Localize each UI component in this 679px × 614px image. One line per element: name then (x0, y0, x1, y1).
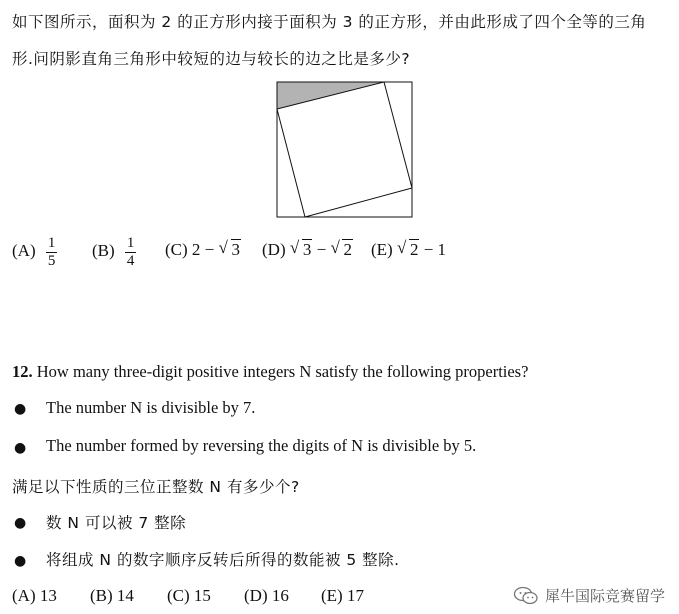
choice-a-fraction (46, 235, 58, 269)
bullet-zh-2: 将组成 N 的数字顺序反转后所得的数能被 5 整除. (46, 551, 400, 569)
p12-choice-a: (A) 13 (12, 586, 57, 605)
choice-b (92, 235, 136, 269)
choice-c-prefix: 2 − (191, 240, 219, 259)
choice-e-radicand: 2 (409, 240, 419, 259)
bullet-marker: ● (14, 440, 27, 456)
choice-b-numerator: 1 (126, 235, 135, 251)
problem12-number: 12. (12, 362, 33, 381)
p12-choice-b: (B) 14 (90, 586, 134, 605)
choice-a-label: (A) (12, 240, 36, 260)
p12-choice-d: (D) 16 (244, 586, 289, 605)
bullet-en-2: The number formed by reversing the digits of N is divisible by 5. (46, 436, 477, 455)
problem12-question-en (12, 362, 528, 382)
bullet-marker: ● (14, 401, 27, 417)
choice-a-numerator: 1 (47, 235, 56, 251)
choice-b-denominator: 4 (126, 252, 135, 269)
bullet-marker: ● (14, 515, 27, 531)
choice-a-denominator: 5 (47, 252, 56, 269)
choice-d-label: (D) (262, 240, 286, 259)
p12-choice-e: (E) 17 (321, 586, 364, 605)
problem11-text-line1: 如下图所示，面积为 2 的正方形内接于面积为 3 的正方形，并由此形成了四个全等的三角 (12, 13, 647, 31)
choice-c-radical: √ 3 (218, 238, 241, 259)
bullet-zh-1: 数 N 可以被 7 整除 (46, 514, 187, 532)
inscribed-squares-diagram (276, 81, 414, 219)
watermark-text: 犀牛国际竞赛留学 (544, 587, 665, 605)
choice-e-label: (E) (371, 240, 393, 259)
choice-c-radicand: 3 (231, 240, 241, 259)
p12-choice-c: (C) 15 (167, 586, 211, 605)
watermark (513, 585, 665, 606)
problem12-question-zh: 满足以下性质的三位正整数 N 有多少个? (12, 478, 300, 496)
choice-d-radicand-1: 3 (302, 240, 312, 259)
choice-d (262, 240, 353, 260)
choice-e-suffix: − 1 (419, 240, 447, 259)
choice-b-label: (B) (92, 240, 115, 260)
choice-e-radical: √ 2 (396, 238, 419, 259)
problem12-question-text: How many three-digit positive integers N satisfy the following properties? (36, 362, 529, 381)
choice-e (371, 240, 446, 260)
choice-c (165, 240, 241, 260)
choice-d-radical-2: √ 2 (330, 238, 352, 259)
wechat-icon (513, 586, 539, 606)
choice-b-fraction (125, 235, 137, 269)
choice-a (12, 235, 57, 269)
bullet-en-1: The number N is divisible by 7. (46, 398, 256, 417)
choice-d-radicand-2: 2 (343, 240, 352, 259)
bullet-marker: ● (14, 553, 27, 569)
choice-d-radical-1: √ 3 (289, 238, 312, 259)
choice-d-minus: − (312, 240, 331, 259)
problem11-text-line2: 形.问阴影直角三角形中较短的边与较长的边之比是多少? (12, 50, 411, 68)
choice-c-label: (C) (165, 240, 188, 259)
